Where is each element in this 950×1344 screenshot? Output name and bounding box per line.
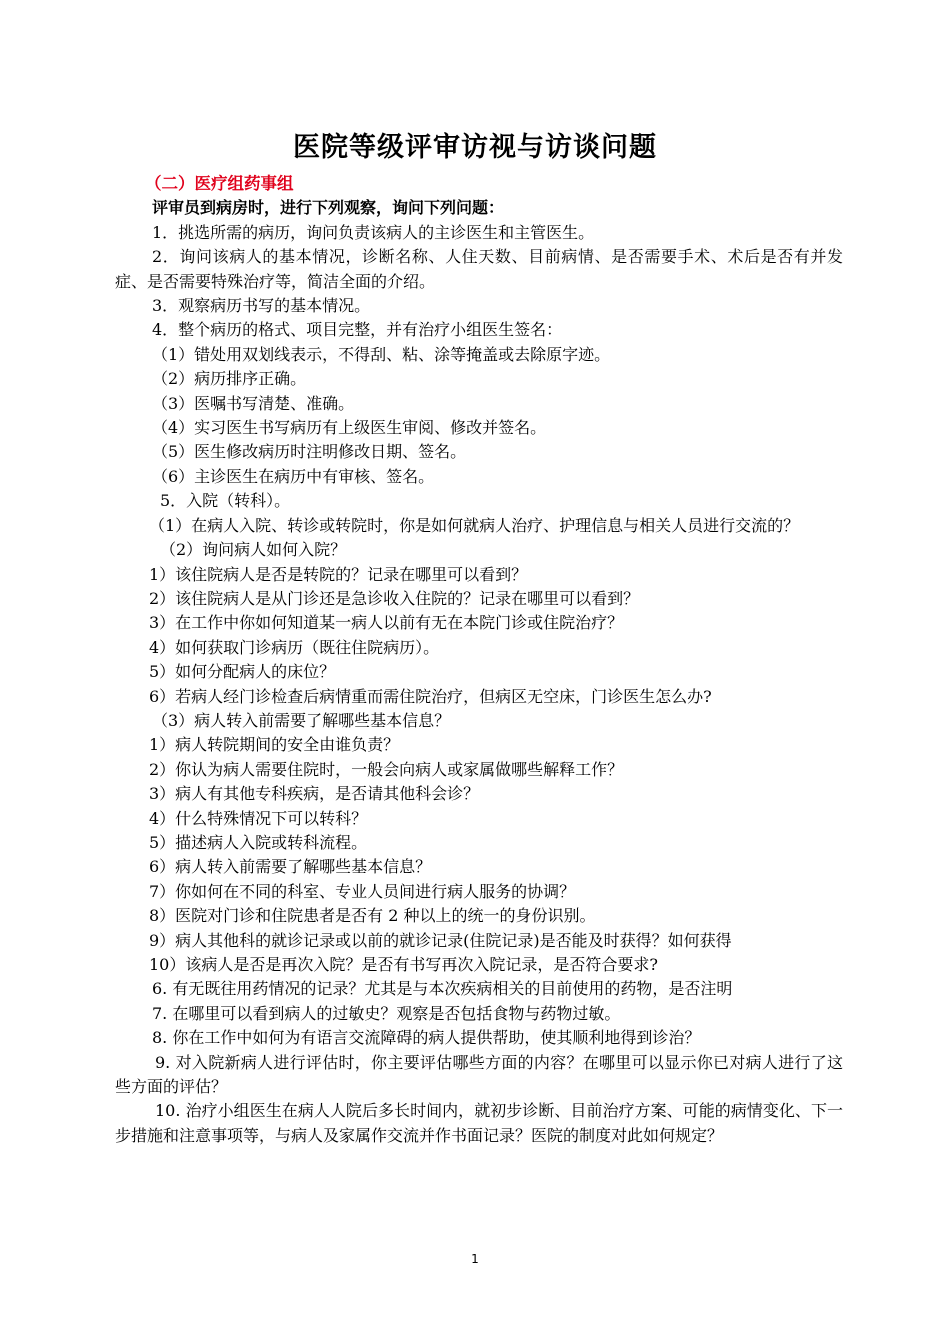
body-line: （2）询问病人如何入院？: [160, 540, 347, 560]
body-line: 6. 有无既往用药情况的记录？尤其是与本次疾病相关的目前使用的药物，是否注明: [152, 979, 733, 999]
body-line: 5．入院（转科）。: [160, 491, 291, 511]
body-line: 6）若病人经门诊检查后病情重而需住院治疗，但病区无空床，门诊医生怎么办?: [149, 686, 712, 706]
body-line: 9. 对入院新病人进行评估时，你主要评估哪些方面的内容？在哪里可以显示你已对病人进行了这些方面的评估？: [115, 1052, 843, 1097]
body-line: 7）你如何在不同的科室、专业人员间进行病人服务的协调？: [149, 881, 576, 901]
body-line: 4）什么特殊情况下可以转科？: [149, 808, 368, 828]
body-line: （1）错处用双划线表示，不得刮、粘、涂等掩盖或去除原字迹。: [152, 344, 611, 364]
body-line: （3）病人转入前需要了解哪些基本信息？: [152, 710, 451, 730]
body-line: 8. 你在工作中如何为有语言交流障碍的病人提供帮助，使其顺利地得到诊治？: [152, 1028, 701, 1048]
body-line: 3．观察病历书写的基本情况。: [152, 296, 371, 316]
document-body: [115, 172, 843, 1148]
body-line: （5）医生修改病历时注明修改日期、签名。: [152, 442, 467, 462]
document-title: 医院等级评审访视与访谈问题: [293, 132, 657, 163]
body-line: 8）医院对门诊和住院患者是否有 2 种以上的统一的身份识别。: [149, 906, 596, 926]
body-line: 10. 治疗小组医生在病人人院后多长时间内，就初步诊断、目前治疗方案、可能的病情变化、下一步措施和注意事项等，与病人及家属作交流并作书面记录？医院的制度对此如何规定？: [115, 1101, 843, 1145]
body-line: 10）该病人是否是再次入院？是否有书写再次入院记录，是否符合要求?: [149, 955, 658, 974]
section-subtitle: （二）医疗组药事组: [145, 174, 294, 193]
page-number: 1: [471, 1252, 479, 1266]
body-line: 2）该住院病人是从门诊还是急诊收入住院的？记录在哪里可以看到？: [149, 588, 640, 608]
body-line: 9）病人其他科的就诊记录或以前的就诊记录(住院记录)是否能及时获得？如何获得: [149, 930, 732, 950]
body-line: （6）主诊医生在病历中有审核、签名。: [152, 466, 435, 486]
body-line: （4）实习医生书写病历有上级医生审阅、修改并签名。: [152, 418, 547, 438]
body-line: 2．询问该病人的基本情况，诊断名称、人住天数、目前病情、是否需要手术、术后是否有并发症、是否需要特殊治疗等，简洁全面的介绍。: [115, 247, 843, 291]
body-line: 4）如何获取门诊病历（既往住院病历）。: [149, 637, 440, 657]
body-line: 7. 在哪里可以看到病人的过敏史？观察是否包括食物与药物过敏。: [152, 1003, 621, 1023]
body-line: （3）医嘱书写清楚、准确。: [152, 393, 355, 413]
body-line: 6）病人转入前需要了解哪些基本信息？: [149, 857, 432, 877]
body-line: 4．整个病历的格式、项目完整，并有治疗小组医生签名：: [152, 320, 563, 340]
body-line: 3）在工作中你如何知道某一病人以前有无在本院门诊或住院治疗？: [149, 613, 624, 633]
body-line: 3）病人有其他专科疾病，是否请其他科会诊？: [149, 784, 480, 804]
body-line: 1）该住院病人是否是转院的？记录在哪里可以看到？: [149, 564, 528, 584]
intro-line: 评审员到病房时，进行下列观察，询问下列问题：: [152, 198, 505, 218]
body-line: （1）在病人入院、转诊或转院时，你是如何就病人治疗、护理信息与相关人员进行交流的？: [149, 515, 800, 535]
body-line: 5）描述病人入院或转科流程。: [149, 832, 368, 852]
body-line: 5）如何分配病人的床位？: [149, 662, 336, 682]
body-line: 2）你认为病人需要住院时，一般会向病人或家属做哪些解释工作？: [149, 759, 624, 779]
body-line: （2）病历排序正确。: [152, 369, 307, 389]
body-line: 1）病人转院期间的安全由谁负责？: [149, 735, 400, 755]
body-line: 1．挑选所需的病历，询问负责该病人的主诊医生和主管医生。: [152, 222, 595, 242]
